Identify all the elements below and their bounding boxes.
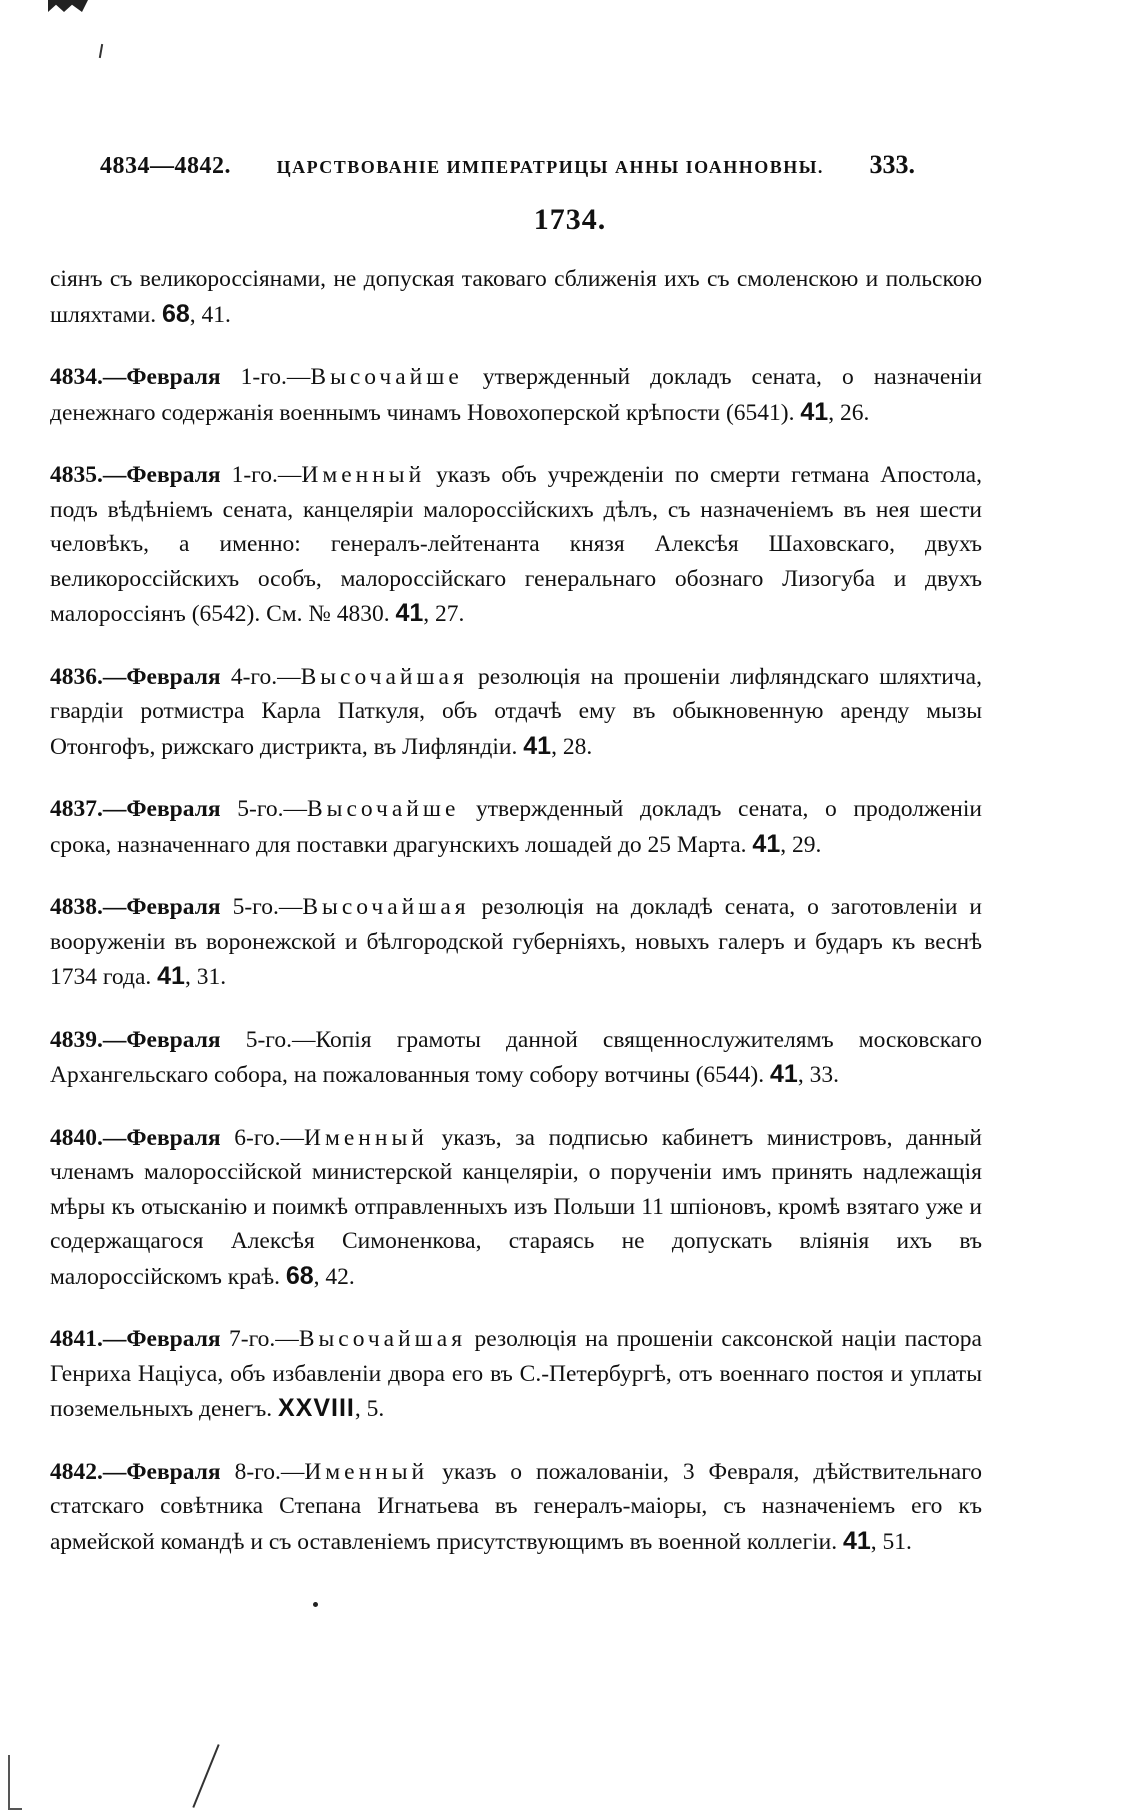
act-type: Высочайше [310, 364, 463, 390]
volume-ref: 68 [161, 299, 190, 328]
entry-number: 4834. [50, 364, 103, 390]
ink-dot [313, 1602, 318, 1607]
entry-text: указъ объ учрежденіи по смерти гетмана Апостола, подъ вѣдѣніемъ сената, канцеляріи малороссійскихъ дѣлъ, съ назначеніемъ въ нея шести человѣкъ, а именно: генералъ-лейтенанта князя Алексѣя Шаховскаго, двухъ великороссійскихъ особъ, малороссійскаго генеральнаго обознаго Лизогуба и двухъ малороссіянъ (6542). См. № 4830. [50, 462, 982, 627]
entry-4840 [50, 1121, 982, 1295]
volume-ref: 41 [157, 962, 185, 990]
entry-day: 6-го.— [220, 1124, 305, 1151]
entry-text: указъ, за подписью кабинетъ министровъ, данный членамъ малороссійской министерской канцеляріи, о порученіи имъ принять надлежащія мѣры къ отысканію и поимкѣ отправленныхъ изъ Польши 11 шпіоновъ, кромѣ взятаго уже и содержащагося Алексѣя Симоненкова, стараясь не допускать вліянія ихъ въ малороссійскомъ краѣ. [50, 1124, 982, 1290]
running-header [100, 150, 915, 184]
entry-text: указъ о пожалованіи, 3 Февраля, дѣйствительнаго статскаго совѣтника Степана Игнатьева въ генералъ-маіоры, съ назначеніемъ его къ армейской командѣ и съ оставленіемъ присутствующимъ въ военной коллегіи. [50, 1458, 982, 1555]
entry-day: 4-го.— [220, 663, 301, 690]
entries-body [50, 262, 982, 1559]
entry-text: резолюція на докладѣ сената, о заготовленіи и вооруженіи въ воронежской и бѣлгородской губерніяхъ, новыхъ галеръ и бударъ къ веснѣ 1734 года. [50, 894, 982, 990]
volume-ref: 41 [842, 1526, 871, 1555]
entry-number: 4836. [50, 663, 103, 690]
volume-ref: 68 [285, 1261, 314, 1290]
entry-day: 7-го.— [220, 1326, 299, 1352]
entry-text: утвержденный докладъ сената, о продолженіи срока, назначеннаго для поставки драгунскихъ лошадей до 25 Марта. [50, 796, 982, 858]
page-ref: , 28. [551, 733, 593, 760]
entry-number: 4837. [50, 796, 103, 822]
entry-day: 1-го.— [220, 462, 302, 488]
entry-number: 4842. [50, 1458, 103, 1485]
entry-text: Копія грамоты данной священнослужителямъ московскаго Архангельскаго собора, на пожалованныя тому собору вотчины (6544). [50, 1026, 982, 1088]
header-entry-range: 4834—4842. [100, 153, 231, 179]
scan-edge-mark [8, 1808, 22, 1810]
page-ref: , 51. [870, 1528, 912, 1555]
entry-month: —Февраля [102, 1458, 221, 1485]
entry-day: 1-го.— [220, 364, 311, 390]
entry-month: —Февраля [102, 1326, 221, 1352]
entry-day: 5-го.— [220, 796, 307, 822]
page-ref: , 26. [828, 399, 870, 426]
entry-day: 8-го.— [220, 1458, 305, 1485]
volume-ref: 41 [523, 731, 552, 760]
entry-number: 4841. [50, 1326, 103, 1352]
page-ref: , 33. [797, 1062, 839, 1088]
entry-text: резолюція на прошеніи лифляндскаго шляхтича, гвардіи ротмистра Карла Паткуля, объ отдачѣ ему въ обыкновенную аренду мызы Отонгофъ, рижскаго дистрикта, въ Лифляндіи. [50, 663, 982, 760]
act-type: Именный [301, 462, 426, 488]
ink-mark [48, 0, 88, 12]
page-ref: , 42. [313, 1263, 355, 1290]
page-ref: , 29. [780, 831, 822, 858]
page-ref: , 31. [184, 964, 227, 990]
entry-month: —Февраля [102, 796, 221, 822]
act-type: Высочайшая [298, 1326, 467, 1352]
entry-text: резолюція на прошеніи саксонской націи пастора Генриха Націуса, объ избавленіи двора его въ С.-Петербургѣ, отъ военнаго постоя и уплаты поземельныхъ денегъ. [50, 1326, 982, 1422]
continuation-paragraph [50, 262, 982, 332]
entry-4839 [50, 1023, 982, 1093]
entry-day: 5-го.— [220, 1026, 316, 1053]
entry-month: —Февраля [102, 462, 221, 488]
entry-text: утвержденный докладъ сената, о назначеніи денежнаго содержанія военнымъ чинамъ Новохоперской крѣпости (6541). [50, 364, 982, 426]
entry-number: 4840. [50, 1124, 103, 1151]
entry-number: 4835. [50, 462, 103, 488]
entry-month: —Февраля [102, 1026, 221, 1053]
entry-number: 4838. [50, 894, 103, 920]
volume-ref: 41 [752, 829, 781, 858]
entry-day: 5-го.— [220, 894, 303, 920]
ink-mark [99, 44, 103, 58]
act-type: Высочайшая [300, 663, 468, 690]
page-number: 333. [869, 150, 915, 179]
entry-month: —Февраля [102, 663, 221, 690]
entry-4837 [50, 792, 982, 862]
entry-4841 [50, 1322, 982, 1427]
entry-month: —Февраля [102, 364, 221, 390]
pencil-mark [192, 1744, 219, 1808]
volume-ref: 41 [770, 1060, 798, 1088]
entry-month: —Февраля [102, 894, 221, 920]
entry-number: 4839. [50, 1026, 103, 1053]
entry-month: —Февраля [102, 1124, 221, 1151]
volume-ref: 41 [395, 599, 424, 627]
entry-4842 [50, 1455, 982, 1560]
act-type: Высочайше [307, 796, 460, 822]
header-title: ЦАРСТВОВАНІЕ ИМПЕРАТРИЦЫ АННЫ ІОАННОВНЫ. [276, 157, 824, 177]
page-ref: , 27. [423, 601, 465, 627]
act-type: Именный [304, 1124, 428, 1151]
page-ref: , 5. [354, 1396, 385, 1422]
entry-4838 [50, 890, 982, 995]
volume-ref: XXVIII [277, 1394, 355, 1422]
volume-ref: 41 [800, 397, 829, 426]
act-type: Высочайшая [302, 894, 470, 920]
page-ref: , 41. [189, 301, 231, 328]
continuation-text: сіянъ съ великороссіянами, не допуская таковаго сближенія ихъ съ смоленскою и польскою шляхтами. [50, 266, 982, 328]
year-heading: 1734. [533, 203, 607, 236]
act-type: Именный [304, 1458, 429, 1485]
entry-4834 [50, 360, 982, 430]
scan-edge-mark [8, 1755, 10, 1810]
entry-4835 [50, 458, 982, 632]
entry-4836 [50, 660, 982, 765]
